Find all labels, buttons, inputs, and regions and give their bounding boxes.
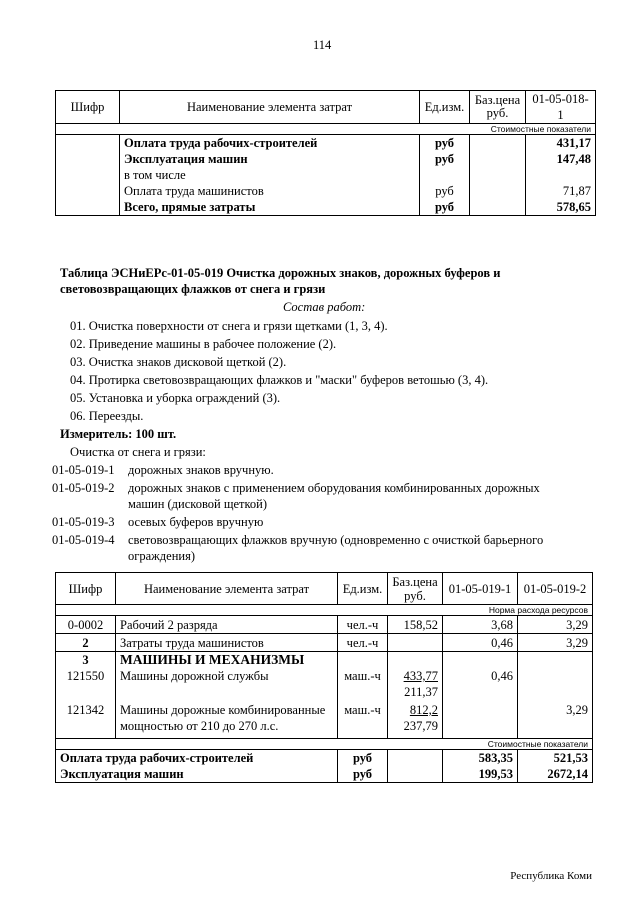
code-description: машин (дисковой щеткой) [128, 497, 268, 511]
table-row: в том числе [56, 167, 596, 183]
section-label: Стоимостные показатели [56, 738, 593, 749]
code-description: дорожных знаков вручную. [128, 463, 274, 477]
header-code: Шифр [56, 91, 120, 124]
header-name: Наименование элемента затрат [120, 91, 420, 124]
table-row: Оплата труда рабочих-строителей руб 431,17 [56, 135, 596, 152]
table-header-row [56, 573, 593, 605]
code-description: осевых буферов вручную [128, 515, 264, 529]
section-label: Стоимостные показатели [56, 124, 596, 135]
work-item: 05. Установка и уборка ограждений (3). [70, 391, 281, 405]
code-label: 01-05-019-4 [52, 533, 115, 547]
page-number: 114 [313, 38, 332, 52]
table-row: Эксплуатация машин руб 147,48 [56, 151, 596, 167]
price-secondary: 211,37 [404, 685, 438, 699]
work-item: 04. Протирка световозвращающих флажков и "маски" буферов ветошью (3, 4). [70, 373, 489, 387]
cleaning-heading: Очистка от снега и грязи: [70, 445, 206, 459]
footer-region: Республика Коми [510, 870, 592, 882]
work-item: 03. Очистка знаков дисковой щеткой (2). [70, 355, 287, 369]
header-base-price: Баз.цена руб. [388, 573, 443, 605]
price-primary: 433,77 [403, 669, 438, 683]
table-row: Оплата труда рабочих-строителей руб 583,35 521,53 [56, 749, 593, 766]
code-description: световозвращающих флажков вручную (одновременно с очисткой барьерного [128, 533, 544, 547]
table-row: Оплата труда машинистов руб 71,87 [56, 183, 596, 199]
table-title-line1: Таблица ЭСНиЕРс-01-05-019 Очистка дорожных знаков, дорожных буферов и [60, 266, 501, 280]
header-column-1: 01-05-019-1 [443, 573, 518, 605]
code-label: 01-05-019-1 [52, 463, 115, 477]
resource-table-019 [55, 572, 593, 783]
table-header-row [56, 91, 596, 124]
header-column-2: 01-05-019-2 [518, 573, 593, 605]
code-label: 01-05-019-3 [52, 515, 115, 529]
table-row: 3 МАШИНЫ И МЕХАНИЗМЫ [56, 652, 593, 669]
header-name: Наименование элемента затрат [116, 573, 338, 605]
header-column: 01-05-018-1 [526, 91, 596, 124]
work-item: 02. Приведение машины в рабочее положение (2). [70, 337, 337, 351]
table-row: 2 Затраты труда машинистов чел.-ч 0,46 3,29 [56, 634, 593, 652]
header-code: Шифр [56, 573, 116, 605]
table-row: Всего, прямые затраты руб 578,65 [56, 199, 596, 216]
meter: Измеритель: 100 шт. [60, 427, 177, 441]
table-title-line2: световозвращающих флажков от снега и грязи [60, 282, 326, 296]
table-row: Эксплуатация машин руб 199,53 2672,14 [56, 766, 593, 783]
work-item: 06. Переезды. [70, 409, 144, 423]
works-heading: Состав работ: [283, 300, 366, 314]
cost-table-018 [55, 90, 596, 216]
table-row: 0-0002 Рабочий 2 разряда чел.-ч 158,52 3,68 3,29 [56, 616, 593, 634]
price-secondary: 237,79 [403, 719, 438, 733]
header-base-price: Баз.цена руб. [470, 91, 526, 124]
code-label: 01-05-019-2 [52, 481, 115, 495]
code-description: дорожных знаков с применением оборудования комбинированных дорожных [128, 481, 540, 495]
header-unit: Ед.изм. [420, 91, 470, 124]
price-primary: 812,2 [409, 703, 438, 717]
table-row: 121342 Машины дорожные комбинированные мощностью от 210 до 270 л.с. маш.-ч 812,2 237,79 3,29 [56, 702, 593, 738]
table-row: 121550 Машины дорожной службы маш.-ч 433,77 211,37 0,46 [56, 668, 593, 702]
section-label: Норма расхода ресурсов [56, 605, 593, 616]
header-unit: Ед.изм. [338, 573, 388, 605]
work-item: 01. Очистка поверхности от снега и грязи щетками (1, 3, 4). [70, 319, 388, 333]
code-description: ограждения) [128, 549, 196, 563]
